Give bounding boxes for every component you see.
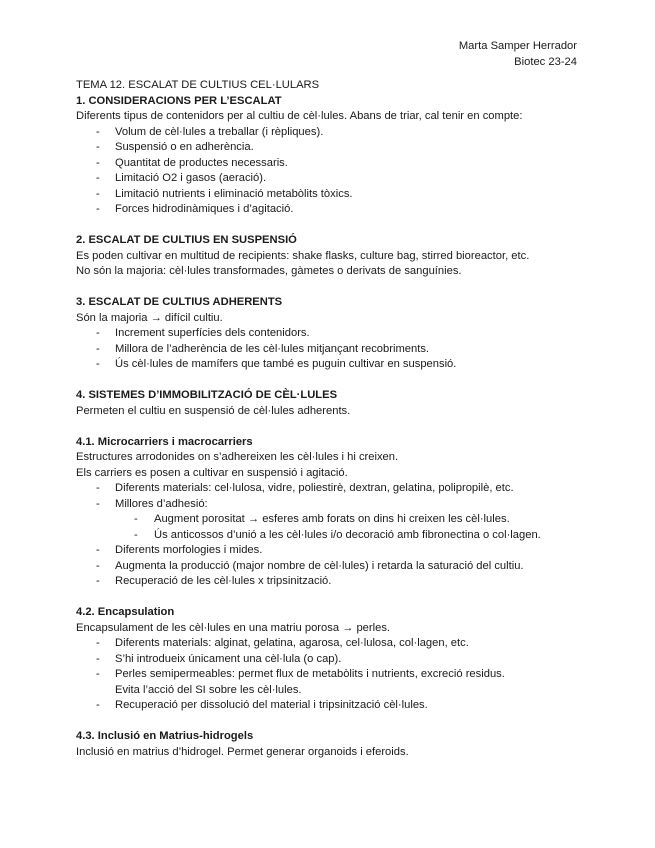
list-item: - Diferents materials: alginat, gelatina, agarosa, cel·lulosa, col·lagen, etc. — [76, 636, 576, 652]
list-item: - Augmenta la producció (major nombre de cèl·lules) i retarda la saturació del cultiu. — [76, 559, 576, 575]
list-item: - Limitació O2 i gasos (aeració). — [76, 171, 576, 187]
section-4-2-list — [76, 636, 576, 714]
section-4-1-paragraph-2: Els carriers es posen a cultivar en suspensió i agitació. — [76, 466, 348, 479]
list-item-line-1: - Perles semipermeables: permet flux de metabòlits i nutrients, excreció residus. — [115, 668, 505, 680]
author-name: Marta Samper Herrador — [458, 40, 577, 52]
list-item: - Suspensió o en adherència. — [76, 140, 576, 156]
section-3-heading: 3. ESCALAT DE CULTIUS ADHERENTS — [76, 296, 283, 308]
sub-list-item: - Ús anticossos d’unió a les cèl·lules i/o decoració amb fibronectina o col·lagen. — [115, 528, 576, 544]
sub-list-item: - Augment porositat → esferes amb forats on dins hi creixen les cèl·lules. — [115, 512, 576, 528]
list-item: - Diferents materials: cel·lulosa, vidre, poliestirè, dextran, gelatina, polipropilè, etc. — [76, 481, 576, 497]
section-2-paragraph-2: No són la majoria: cèl·lules transformades, gàmetes o derivats de sanguínies. — [76, 265, 462, 277]
list-item: - Diferents morfologies i mides. — [76, 543, 576, 559]
section-1-heading: 1. CONSIDERACIONS PER L’ESCALAT — [76, 94, 282, 107]
section-4-2 — [76, 605, 576, 714]
section-1-intro: Diferents tipus de contenidors per al cultiu de cèl·lules. Abans de triar, cal tenir en compte: — [76, 110, 523, 122]
section-4 — [76, 388, 576, 419]
list-item: - Forces hidrodinàmiques i d’agitació. — [76, 202, 576, 218]
list-item: - Volum de cèl·lules a treballar (i rèpliques). — [76, 125, 576, 141]
adhesion-sublist — [115, 512, 576, 543]
section-3 — [76, 295, 576, 373]
section-4-heading: 4. SISTEMES D’IMMOBILITZACIÓ DE CÈL·LULES — [76, 389, 338, 401]
section-4-2-heading: 4.2. Encapsulation — [76, 606, 175, 618]
section-2-paragraph-1: Es poden cultivar en multitud de recipients: shake flasks, culture bag, stirred bioreactor, etc. — [76, 249, 530, 262]
section-1-list — [76, 125, 576, 218]
list-item: - Limitació nutrients i eliminació metabòlits tòxics. — [76, 187, 576, 203]
list-item — [76, 497, 576, 544]
list-item-line-2: Evita l’acció del SI sobre les cèl·lules. — [115, 683, 302, 696]
section-3-list — [76, 326, 576, 373]
section-4-intro: Permeten el cultiu en suspensió de cèl·lules adherents. — [76, 404, 351, 417]
course-label: Biotec 23-24 — [514, 55, 577, 68]
list-item — [76, 667, 576, 698]
document-body — [76, 78, 576, 760]
section-4-3-intro: Inclusió en matrius d’hidrogel. Permet generar organoids i eferoids. — [76, 745, 409, 758]
section-4-1 — [76, 435, 576, 590]
list-item: - Millora de l’adherència de les cèl·lules mitjançant recobriments. — [76, 342, 576, 358]
page-header — [459, 39, 577, 70]
section-4-3-heading: 4.3. Inclusió en Matrius-hidrogels — [76, 730, 254, 742]
document-title: TEMA 12. ESCALAT DE CULTIUS CEL·LULARS — [76, 79, 320, 91]
list-item: - Recuperació per dissolució del material i tripsinització cèl·lules. — [76, 698, 576, 714]
list-item-text: Millores d’adhesió: — [115, 497, 208, 510]
section-4-1-list — [76, 481, 576, 590]
section-4-2-intro: Encapsulament de les cèl·lules en una matriu porosa → perles. — [76, 621, 391, 634]
section-2 — [76, 233, 576, 280]
list-item: - S’hi introdueix únicament una cèl·lula (o cap). — [76, 652, 576, 668]
section-4-1-paragraph-1: Estructures arrodonides on s’adhereixen les cèl·lules i hi creixen. — [76, 451, 399, 463]
list-item: - Recuperació de les cèl·lules x tripsinització. — [76, 574, 576, 590]
section-2-heading: 2. ESCALAT DE CULTIUS EN SUSPENSIÓ — [76, 234, 297, 246]
section-4-3 — [76, 729, 576, 760]
section-3-intro: Són la majoria → difícil cultiu. — [76, 311, 223, 324]
list-item: - Increment superfícies dels contenidors. — [76, 326, 576, 342]
section-4-1-heading: 4.1. Microcarriers i macrocarriers — [76, 435, 253, 448]
list-item: - Quantitat de productes necessaris. — [76, 156, 576, 172]
list-item: - Ús cèl·lules de mamífers que també es puguin cultivar en suspensió. — [76, 357, 576, 373]
section-1 — [76, 94, 576, 218]
